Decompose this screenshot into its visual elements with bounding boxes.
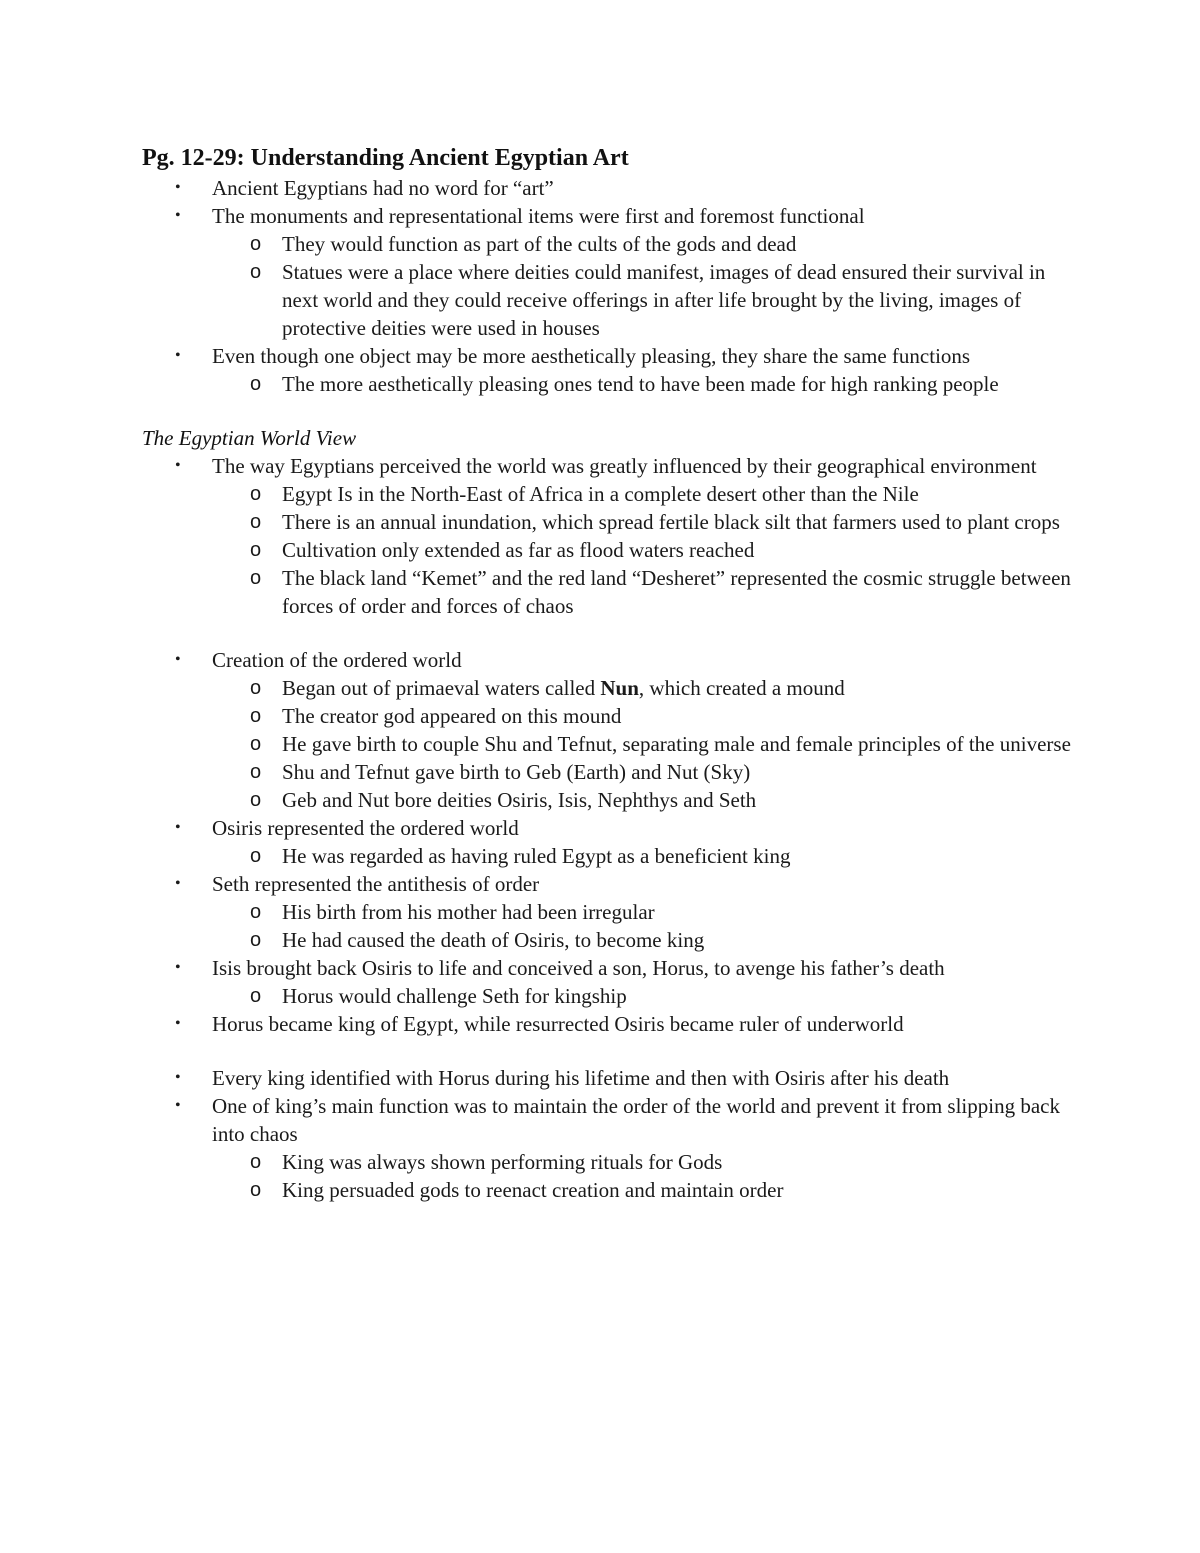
list-item xyxy=(142,870,1072,954)
list-item xyxy=(142,646,1072,814)
sub-list-item-text-end: , which created a mound xyxy=(638,676,845,700)
list-item-text: One of king’s main function was to maintain the order of the world and prevent it from slipping back into chaos xyxy=(212,1094,1060,1146)
sub-bullet-icon: o xyxy=(250,511,262,533)
spacer xyxy=(142,620,1072,646)
bullet-icon: • xyxy=(175,875,181,892)
sub-bullet-icon: o xyxy=(250,789,262,811)
list-item-text: Every king identified with Horus during his lifetime and then with Osiris after his death xyxy=(212,1066,950,1090)
bullet-icon: • xyxy=(175,959,181,976)
sub-list-item-text-start: Began out of primaeval waters called xyxy=(282,676,601,700)
sub-bullet-icon: o xyxy=(250,373,262,395)
bold-term-nun: Nun xyxy=(600,676,639,700)
sub-list-item xyxy=(212,730,1072,758)
sub-list-item-text: The creator god appeared on this mound xyxy=(282,704,622,728)
section-heading: The Egyptian World View xyxy=(142,426,357,450)
sub-list-item xyxy=(212,702,1072,730)
list-item xyxy=(142,814,1072,870)
sub-list xyxy=(212,230,1072,342)
sub-list-item xyxy=(212,1176,1072,1204)
sub-bullet-icon: o xyxy=(250,539,262,561)
sub-list-item-text: His birth from his mother had been irregular xyxy=(282,900,655,924)
sub-list-item-text: Geb and Nut bore deities Osiris, Isis, Nephthys and Seth xyxy=(282,788,757,812)
sub-list-item xyxy=(212,926,1072,954)
sub-list-item-text: They would function as part of the cults of the gods and dead xyxy=(282,232,797,256)
sub-list-item xyxy=(212,536,1072,564)
sub-list-item-text: The more aesthetically pleasing ones tend to have been made for high ranking people xyxy=(282,372,999,396)
list-item-text: Creation of the ordered world xyxy=(212,648,462,672)
sub-list-item-text: Horus would challenge Seth for kingship xyxy=(282,984,627,1008)
bullet-icon: • xyxy=(175,179,181,196)
list-item-text: The monuments and representational items were first and foremost functional xyxy=(212,204,865,228)
bullet-icon: • xyxy=(175,1015,181,1032)
bullet-list-creation xyxy=(142,646,1072,1038)
sub-bullet-icon: o xyxy=(250,929,262,951)
bullet-icon: • xyxy=(175,651,181,668)
sub-list-item-text: He gave birth to couple Shu and Tefnut, separating male and female principles of the universe xyxy=(282,732,1071,756)
sub-list-item-text: Egypt Is in the North-East of Africa in a complete desert other than the Nile xyxy=(282,482,919,506)
sub-list-item xyxy=(212,508,1072,536)
bullet-list-kingship xyxy=(142,1064,1072,1204)
bullet-icon: • xyxy=(175,207,181,224)
sub-list-item xyxy=(212,758,1072,786)
sub-bullet-icon: o xyxy=(250,733,262,755)
list-item xyxy=(142,1010,1072,1038)
sub-bullet-icon: o xyxy=(250,705,262,727)
sub-list xyxy=(212,674,1072,814)
sub-list-item xyxy=(212,842,1072,870)
bullet-list-intro xyxy=(142,174,1072,398)
sub-bullet-icon: o xyxy=(250,985,262,1007)
sub-list-item xyxy=(212,674,1072,702)
list-item-text: Horus became king of Egypt, while resurrected Osiris became ruler of underworld xyxy=(212,1012,904,1036)
page-title: Pg. 12-29: Understanding Ancient Egyptian Art xyxy=(142,145,629,171)
sub-bullet-icon: o xyxy=(250,483,262,505)
sub-list xyxy=(212,480,1072,620)
list-item xyxy=(142,202,1072,342)
sub-list-item xyxy=(212,370,1072,398)
sub-list-item xyxy=(212,1148,1072,1176)
sub-bullet-icon: o xyxy=(250,761,262,783)
bullet-icon: • xyxy=(175,1097,181,1114)
list-item-text: Ancient Egyptians had no word for “art” xyxy=(212,176,554,200)
list-item xyxy=(142,1092,1072,1204)
spacer xyxy=(142,1038,1072,1064)
sub-list-item-text: He was regarded as having ruled Egypt as a beneficient king xyxy=(282,844,791,868)
sub-list-item-text: There is an annual inundation, which spread fertile black silt that farmers used to plant crops xyxy=(282,510,1060,534)
sub-bullet-icon: o xyxy=(250,1179,262,1201)
spacer xyxy=(142,398,1072,424)
sub-list xyxy=(212,898,1072,954)
list-item-text: The way Egyptians perceived the world was greatly influenced by their geographical environment xyxy=(212,454,1037,478)
list-item-text: Isis brought back Osiris to life and conceived a son, Horus, to avenge his father’s death xyxy=(212,956,945,980)
document-content xyxy=(142,142,1072,1204)
sub-bullet-icon: o xyxy=(250,845,262,867)
bullet-icon: • xyxy=(175,347,181,364)
sub-list-item xyxy=(212,564,1072,620)
bullet-icon: • xyxy=(175,1069,181,1086)
sub-list-item xyxy=(212,786,1072,814)
sub-list-item-text: Shu and Tefnut gave birth to Geb (Earth) and Nut (Sky) xyxy=(282,760,751,784)
sub-bullet-icon: o xyxy=(250,677,262,699)
sub-list-item xyxy=(212,898,1072,926)
sub-list-item-text: King persuaded gods to reenact creation and maintain order xyxy=(282,1178,784,1202)
list-item xyxy=(142,954,1072,1010)
sub-list-item-text: The black land “Kemet” and the red land “Desheret” represented the cosmic struggle between forces of order and forces of chaos xyxy=(282,566,1071,618)
list-item-text: Osiris represented the ordered world xyxy=(212,816,519,840)
bullet-list-world-view xyxy=(142,452,1072,620)
sub-list-item xyxy=(212,258,1072,342)
sub-list-item-text: Cultivation only extended as far as flood waters reached xyxy=(282,538,755,562)
sub-bullet-icon: o xyxy=(250,901,262,923)
sub-bullet-icon: o xyxy=(250,567,262,589)
list-item xyxy=(142,452,1072,620)
list-item xyxy=(142,174,1072,202)
bullet-icon: • xyxy=(175,819,181,836)
sub-list xyxy=(212,1148,1072,1204)
list-item xyxy=(142,1064,1072,1092)
list-item xyxy=(142,342,1072,398)
sub-bullet-icon: o xyxy=(250,261,262,283)
sub-list xyxy=(212,982,1072,1010)
list-item-text: Seth represented the antithesis of order xyxy=(212,872,540,896)
sub-list-item-text: Statues were a place where deities could manifest, images of dead ensured their survival in next world and they could receive offerings in after life brought by the living, images of protective deities were used in houses xyxy=(282,260,1046,340)
sub-list-item xyxy=(212,480,1072,508)
sub-list-item-text: King was always shown performing rituals for Gods xyxy=(282,1150,723,1174)
sub-list-item xyxy=(212,982,1072,1010)
bullet-icon: • xyxy=(175,457,181,474)
sub-bullet-icon: o xyxy=(250,233,262,255)
sub-list xyxy=(212,842,1072,870)
sub-bullet-icon: o xyxy=(250,1151,262,1173)
sub-list-item xyxy=(212,230,1072,258)
sub-list-item-text: He had caused the death of Osiris, to become king xyxy=(282,928,705,952)
list-item-text: Even though one object may be more aesthetically pleasing, they share the same functions xyxy=(212,344,971,368)
sub-list xyxy=(212,370,1072,398)
